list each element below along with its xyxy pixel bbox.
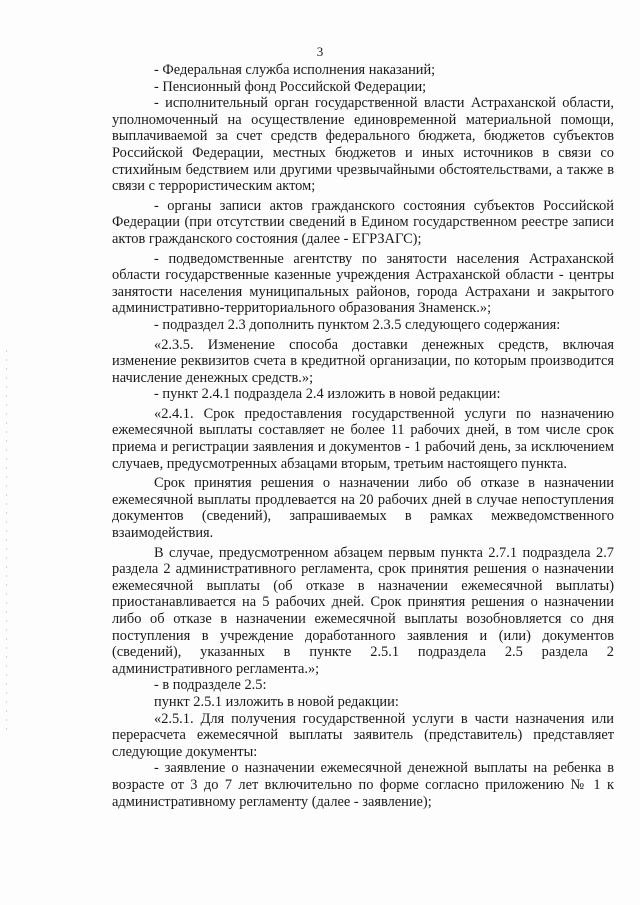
document-body	[112, 62, 614, 810]
paragraph-item-2-5-1-intro: пункт 2.5.1 изложить в новой редакции:	[154, 693, 399, 710]
paragraph-subsection-2-3: - подраздел 2.3 дополнить пунктом 2.3.5 следующего содержания:	[154, 316, 561, 333]
paragraph-term-suspension: В случае, предусмотренном абзацем первым пункта 2.7.1 подраздела 2.7 раздела 2 административного регламента, срок принятия решения о назначении ежемесячной выплаты (об отказе в назначении ежемесячной выплаты) приостанавливается на 5 рабочих дней. Срок принятия решения о назначении либо об отказе в назначении ежемесячной выплаты возобновляется со дня поступления в учреждение доработанного заявления и (или) документов (сведений), указанных в пункте 2.5.1 подраздела 2.5 раздела 2 административного регламента.»;	[112, 544, 614, 677]
paragraph-item-2-4-1-intro: - пункт 2.4.1 подраздела 2.4 изложить в новой редакции:	[154, 386, 501, 403]
paragraph-zags: - органы записи актов гражданского состояния субъектов Российской Федерации (при отсутствии сведений в Едином государственном реестре записи актов гражданского состояния (далее - ЕГРЗАГС);	[112, 197, 614, 247]
paragraph-executive-body: - исполнительный орган государственной власти Астраханской области, уполномоченный на осуществление единовременной материальной помощи, выплачиваемой за счет средств федерального бюджета, бюджетов субъектов Российской Федерации, местных бюджетов и иных источников в связи со стихийным бедствием или другими чрезвычайными обстоятельствами, а также в связи с террористическим актом;	[112, 95, 614, 195]
scan-artifact	[6, 350, 7, 730]
paragraph-subsection-2-5: - в подразделе 2.5:	[154, 677, 267, 694]
paragraph-application: - заявление о назначении ежемесячной денежной выплаты на ребенка в возрасте от 3 до 7 лет включительно по форме согласно приложению № 1 к административному регламенту (далее - заявление);	[112, 760, 614, 810]
page-number: 3	[316, 44, 324, 59]
paragraph-term-extension: Срок принятия решения о назначении либо об отказе в назначении ежемесячной выплаты продлевается на 20 рабочих дней в случае непоступления документов (сведений), запрашиваемых в рамках межведомственного взаимодействия.	[112, 475, 614, 542]
paragraph-employment-centers: - подведомственные агентству по занятости населения Астраханской области государственные казенные учреждения Астраханской области - центры занятости населения муниципальных районов, города Астрахани и закрытого административно-территориального образования Знаменск.»;	[112, 250, 614, 317]
paragraph-2-5-1: «2.5.1. Для получения государственной услуги в части назначения или перерасчета ежемесячной выплаты заявитель (представитель) представляет следующие документы:	[112, 710, 614, 760]
paragraph-2-3-5: «2.3.5. Изменение способа доставки денежных средств, включая изменение реквизитов счета в кредитной организации, по которым производится начисление денежных средств.»;	[112, 336, 614, 386]
paragraph-fsin: - Федеральная служба исполнения наказаний;	[154, 62, 436, 78]
paragraph-2-4-1: «2.4.1. Срок предоставления государственной услуги по назначению ежемесячной выплаты составляет не более 11 рабочих дней, в том числе срок приема и регистрации заявления и документов - 1 рабочий день, за исключением случаев, предусмотренных абзацами вторым, третьим настоящего пункта.	[112, 405, 614, 472]
paragraph-pension-fund: - Пенсионный фонд Российской Федерации;	[154, 78, 427, 95]
